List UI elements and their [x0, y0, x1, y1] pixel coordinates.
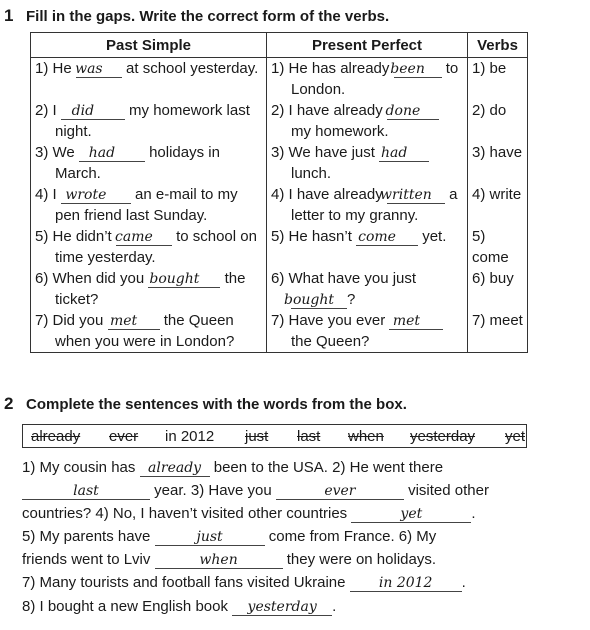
past-simple-item: 7) Did you met the Queen when you were in London?: [31, 310, 267, 353]
present-perfect-item: 1) He has already been to London.: [267, 58, 468, 101]
present-perfect-item: 7) Have you ever met the Queen?: [267, 310, 468, 353]
answer-blank[interactable]: come: [356, 229, 418, 246]
answer-blank[interactable]: bought: [291, 292, 347, 309]
past-simple-item: 5) He didn’t came to school on time yesterday.: [31, 226, 267, 268]
answer-blank[interactable]: met: [389, 313, 443, 330]
box-word: in 2012: [165, 428, 215, 445]
verb-item: 7) meet: [468, 310, 528, 353]
table-row: [31, 226, 528, 268]
box-word: last: [297, 428, 321, 445]
present-perfect-item: 5) He hasn’t come yet.: [267, 226, 468, 268]
answer-blank[interactable]: came: [116, 229, 172, 246]
table-row: [31, 100, 528, 142]
exercise-instruction: Complete the sentences with the words from the box.: [26, 396, 407, 413]
present-perfect-item: 6) What have you just bought ?: [267, 268, 468, 310]
sentence-line: friends went to Lviv when they were on holidays.: [22, 551, 437, 568]
table-row: [31, 184, 528, 226]
table-row: [31, 310, 528, 353]
exercise-2-heading: [4, 394, 407, 414]
answer-blank[interactable]: been: [394, 61, 442, 78]
past-simple-item: 1) He was at school yesterday.: [31, 58, 267, 101]
header-past-simple: Past Simple: [31, 33, 267, 58]
answer-blank[interactable]: did: [61, 103, 125, 120]
table-row: [31, 268, 528, 310]
verb-item: 2) do: [468, 100, 528, 142]
present-perfect-item: 4) I have already written a letter to my granny.: [267, 184, 468, 226]
sentence-line: 7) Many tourists and football fans visited Ukraine in 2012 .: [22, 574, 466, 591]
sentence-line: 1) My cousin has already been to the USA. 2) He went there: [22, 459, 444, 476]
verb-item: 5) come: [468, 226, 528, 268]
sentence-line: countries? 4) No, I haven’t visited other countries yet .: [22, 505, 476, 522]
exercise-1-heading: [4, 6, 389, 26]
answer-blank[interactable]: had: [79, 145, 145, 162]
header-present-perfect: Present Perfect: [267, 33, 468, 58]
answer-blank[interactable]: last: [22, 483, 150, 500]
answer-blank[interactable]: bought: [148, 271, 220, 288]
answer-blank[interactable]: when: [155, 552, 283, 569]
box-word: just: [245, 428, 269, 445]
verb-item: 1) be: [468, 58, 528, 101]
answer-blank[interactable]: met: [108, 313, 160, 330]
past-simple-item: 3) We had holidays in March.: [31, 142, 267, 184]
box-word: yesterday: [410, 428, 476, 445]
box-word: already: [31, 428, 81, 445]
answer-blank[interactable]: yet: [351, 506, 471, 523]
sentence-line: last year. 3) Have you ever visited other: [22, 480, 536, 503]
box-word: when: [348, 428, 384, 445]
verb-item: 6) buy: [468, 268, 528, 310]
answer-blank[interactable]: in 2012: [350, 575, 462, 592]
answer-blank[interactable]: yesterday: [232, 599, 332, 616]
verb-item: 4) write: [468, 184, 528, 226]
answer-blank[interactable]: already: [140, 460, 210, 477]
exercise-number: 2: [4, 394, 14, 413]
answer-blank[interactable]: was: [76, 61, 122, 78]
sentence-line: 5) My parents have just come from France. 6) My: [22, 528, 437, 545]
header-verbs: Verbs: [468, 33, 528, 58]
answer-blank[interactable]: done: [387, 103, 439, 120]
present-perfect-item: 2) I have already done my homework.: [267, 100, 468, 142]
table-row: [31, 142, 528, 184]
present-perfect-item: 3) We have just had lunch.: [267, 142, 468, 184]
answer-blank[interactable]: written: [387, 187, 445, 204]
word-box: [22, 424, 527, 448]
answer-blank[interactable]: just: [155, 529, 265, 546]
past-simple-item: 4) I wrote an e-mail to my pen friend last Sunday.: [31, 184, 267, 226]
sentence-line: 8) I bought a new English book yesterday .: [22, 598, 337, 615]
verb-forms-table: [30, 32, 528, 353]
answer-blank[interactable]: had: [379, 145, 429, 162]
exercise-instruction: Fill in the gaps. Write the correct form of the verbs.: [26, 8, 390, 25]
verb-item: 3) have: [468, 142, 528, 184]
past-simple-item: 6) When did you bought the ticket?: [31, 268, 267, 310]
answer-blank[interactable]: wrote: [61, 187, 131, 204]
table-row: [31, 58, 528, 101]
exercise-number: 1: [4, 6, 14, 25]
box-word: ever: [109, 428, 139, 445]
past-simple-item: 2) I did my homework last night.: [31, 100, 267, 142]
box-word: yet: [505, 428, 526, 445]
answer-blank[interactable]: ever: [276, 483, 404, 500]
